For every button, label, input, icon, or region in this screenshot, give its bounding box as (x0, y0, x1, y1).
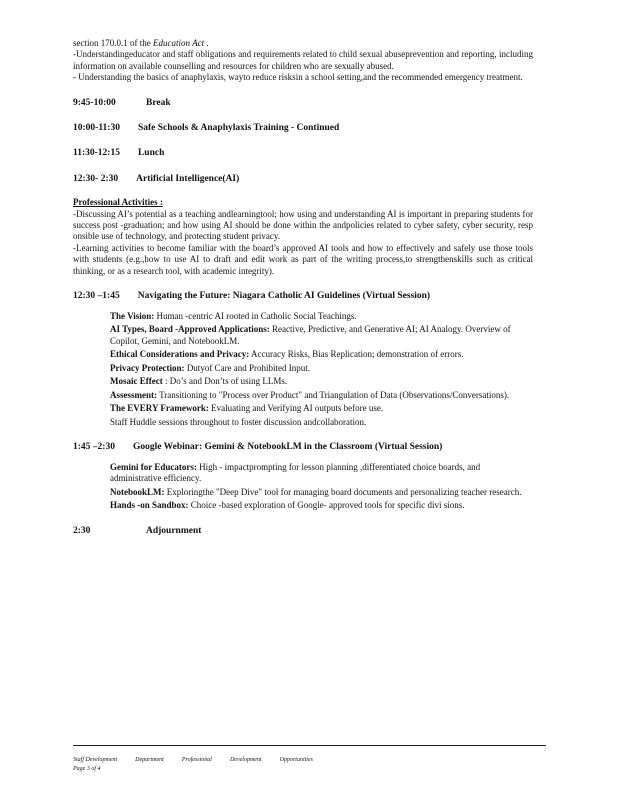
item-label: Privacy Protection: (110, 362, 185, 373)
item-text: : Do’s and Don’ts of using LLMs. (162, 376, 288, 387)
list-item (110, 403, 533, 414)
page-footer (73, 745, 546, 774)
session-2-list (73, 462, 533, 512)
list-item (110, 500, 533, 511)
footer-department-line (73, 756, 546, 765)
item-text: High - impactprompting for lesson planning ,differentiated choice boards, and administrative efficiency. (110, 461, 481, 484)
item-text: Transitioning to "Process over Product" and Triangulation of Data (Observations/Conversations). (157, 389, 510, 400)
list-item (110, 487, 533, 498)
schedule-title: Adjournment (146, 525, 202, 536)
item-label: Mosaic Effect (110, 376, 163, 387)
list-item (110, 462, 533, 485)
item-text: Accuracy Risks, Bias Replication; demonstration of errors. (249, 349, 464, 360)
schedule-break (73, 98, 533, 109)
item-text: Evaluating and Verifying AI outputs before use. (208, 403, 384, 414)
session-google-webinar (73, 442, 533, 453)
item-label: NotebookLM: (110, 486, 165, 497)
footer-page-number: Page 3 of 4 (73, 766, 101, 772)
schedule-adjournment (73, 526, 533, 537)
item-label: Assessment: (110, 389, 157, 400)
education-act-title: Education Act (153, 38, 205, 48)
item-label: Ethical Considerations and Privacy: (110, 349, 250, 360)
item-label: Gemini for Educators: (110, 461, 197, 472)
list-item (110, 324, 533, 347)
session-time: 12:30 –1:45 (73, 291, 120, 302)
schedule-time: 9:45-10:00 (73, 97, 116, 108)
item-text: Reactive, Predictive, and Generative AI; AI Analogy. Overview of Copilot, Gemini, and NotebookLM. (110, 324, 511, 346)
item-label: The EVERY Framework: (110, 403, 209, 414)
list-item (110, 376, 533, 387)
schedule-safe-schools (73, 123, 533, 134)
intro-bullet-abuse: -Understandingeducator and staff obligations and requirements related to child sexual abuseprevention and reporting, including information on available counselling and resources for children who are sexually abused. (73, 49, 533, 71)
footer-text: Professional (181, 757, 212, 763)
schedule-title: Artificial Intelligence(AI) (136, 173, 240, 184)
footer-text: Staff Development (73, 757, 118, 763)
session-time: 1:45 –2:30 (73, 442, 115, 453)
session-navigating-future (73, 291, 533, 302)
list-item (110, 390, 533, 401)
footer-text: Opportunities (279, 757, 313, 763)
item-text: Exploringthe "Deep Dive" tool for managing board documents and personalizing teacher research. (164, 486, 522, 497)
list-item (110, 417, 533, 428)
schedule-time: 12:30- 2:30 (73, 173, 119, 184)
list-item (110, 311, 533, 322)
professional-paragraph-2: -Learning activities to become familiar with the board’s approved AI tools and how to effectively and safely use those tools with students (e.g.,how to use AI to draft and edit work as part of the writing process,to strengthenskills such as critical thinking, or as a research tool, with academic integrity). (73, 242, 533, 276)
schedule-title: Break (146, 97, 171, 108)
schedule-ai (73, 174, 533, 185)
intro-bullet-anaphylaxis: - Understanding the basics of anaphylaxis, wayto reduce risksin a school setting,and the recommended emergency treatment. (73, 72, 523, 83)
item-text: Staff Huddle sessions throughout to foster discussion andcollaboration. (110, 417, 367, 428)
session-title: Navigating the Future: Niagara Catholic AI Guidelines (Virtual Session) (137, 291, 431, 302)
schedule-time: 10:00-11:30 (73, 123, 120, 134)
schedule-title: Safe Schools & Anaphylaxis Training - Continued (137, 123, 340, 134)
professional-activities-heading: Professional Activities : (73, 197, 163, 208)
item-text: Dutyof Care and Prohibited Input. (184, 362, 311, 373)
session-title: Google Webinar: Gemini & NotebookLM in the Classroom (Virtual Session) (132, 442, 443, 453)
schedule-lunch (73, 148, 533, 159)
item-label: AI Types, Board -Approved Applications: (110, 324, 270, 335)
session-1-list (73, 311, 533, 429)
document-body (73, 38, 533, 537)
schedule-title: Lunch (137, 148, 165, 159)
schedule-time: 2:30 (73, 525, 91, 536)
item-text: Choice -based exploration of Google- approved tools for specific divi sions. (188, 500, 465, 511)
schedule-time: 11:30-12:15 (73, 148, 120, 159)
list-item (110, 349, 533, 360)
footer-text: Development (229, 757, 262, 763)
footer-text: Department (135, 757, 164, 763)
professional-paragraph-1: -Discussing AI’s potential as a teaching andlearningtool; how using and understanding AI is important in preparing students for success post -graduation; and how using AI should be done within the andpolicies related to cyber safety, cyber security, resp onsible use of technology, and protecting student privacy. (73, 208, 533, 242)
item-label: Hands -on Sandbox: (110, 500, 189, 511)
intro-text: section 170.0.1 of the (73, 38, 153, 48)
intro-line (73, 38, 533, 49)
item-text: Human -centric AI rooted in Catholic Social Teachings. (154, 310, 357, 321)
intro-text-end: . (204, 38, 209, 48)
list-item (110, 363, 533, 374)
item-label: The Vision: (110, 310, 155, 321)
